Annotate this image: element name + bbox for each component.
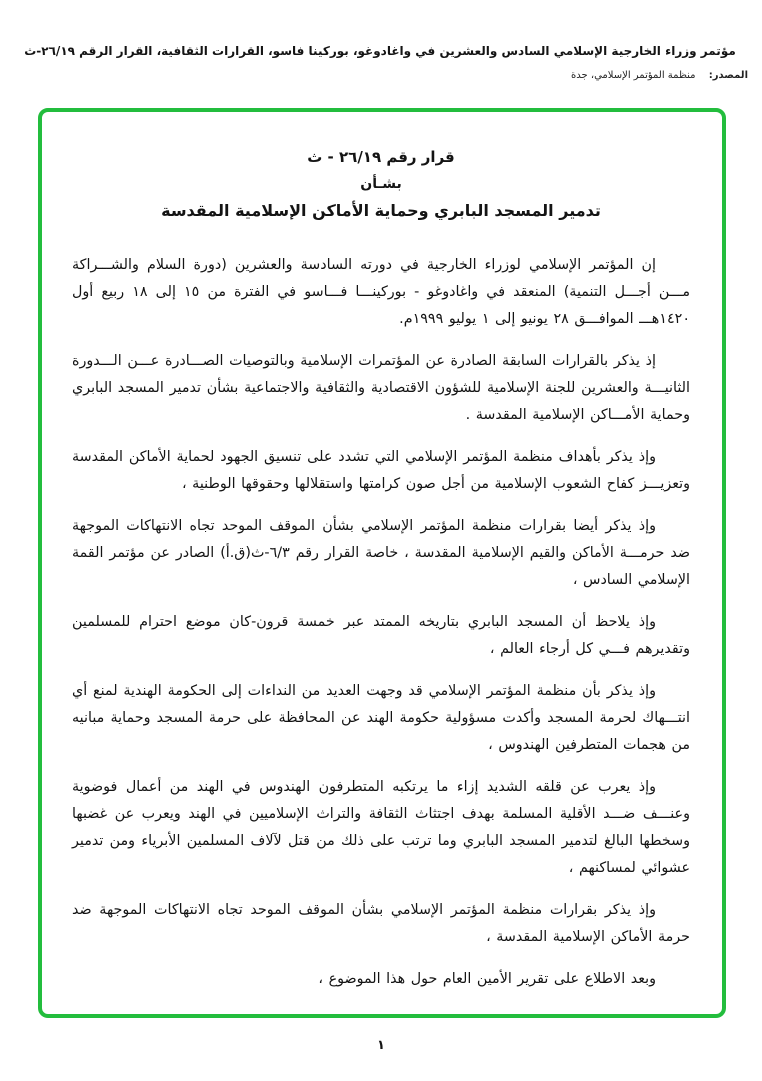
body-paragraph: إن المؤتمر الإسلامي لوزراء الخارجية في دورته السادسة والعشرين (دورة السلام والشـــراكة مـــن أجـــل التنمية) المنعقد في واغادوغو - بوركينـــا فـــاسو في الفترة من ١٥ إلى ١٨ ربيع أول ١٤٢٠هـــ الموافـــق ٢٨ يونيو إلى ١ يوليو ١٩٩٩م. xyxy=(72,257,690,327)
body-paragraph: وإذ يعرب عن قلقه الشديد إزاء ما يرتكبه المتطرفون الهندوس في الهند من أعمال فوضوية وعنـــف ضـــد الأقلية المسلمة بهدف اجتثاث الثقافة والتراث الإسلاميين في الهند ويعرب عن غضبها وسخطها البالغ لتدمير المسجد البابري وما ترتب على ذلك من قتل لآلاف المسلمين الأبرياء ومن تدمير عشوائي لمساكنهم ، xyxy=(72,779,690,876)
body-paragraph: وإذ يذكر بأن منظمة المؤتمر الإسلامي قد وجهت العديد من النداءات إلى الحكومة الهندية لمنع أي انتـــهاك لحرمة المسجد وأكدت مسؤولية حكومة الهند عن المحافظة على حرمة المسجد وحماية مبانيه من هجمات المتطرفين الهندوس ، xyxy=(72,683,690,753)
resolution-number-title: قرار رقم ٢٦/١٩ - ث xyxy=(307,148,455,166)
source-value: منظمة المؤتمر الإسلامي، جدة xyxy=(571,70,696,81)
body-paragraph: وإذ يذكر بأهداف منظمة المؤتمر الإسلامي التي تشدد على تنسيق الجهود لحماية الأماكن المقدسة وتعزيـــز كفاح الشعوب الإسلامية من أجل صون كرامتها واستقلالها وحقوقها الوطنية ، xyxy=(72,449,690,492)
source-label: المصدر: xyxy=(708,70,748,81)
document-header-line: مؤتمر وزراء الخارجية الإسلامي السادس والعشرين في واغادوغو، بوركينا فاسو، القرارات الثقافية، القرار الرقم ٢٦/١٩-ث xyxy=(24,44,736,58)
resolution-subject: تدمير المسجد البابري وحماية الأماكن الإسلامية المقدسة xyxy=(161,201,601,220)
body-paragraph: إذ يذكر بالقرارات السابقة الصادرة عن المؤتمرات الإسلامية وبالتوصيات الصـــادرة عـــن الـــدورة الثانيـــة والعشرين للجنة الإسلامية للشؤون الاقتصادية والثقافية والاجتماعية بشأن تدمير المسجد البابري وحماية الأمـــاكن الإسلامية المقدسة . xyxy=(72,353,690,423)
body-paragraph: وبعد الاطلاع على تقرير الأمين العام حول هذا الموضوع ، xyxy=(318,971,656,987)
body-paragraph: وإذ يذكر أيضا بقرارات منظمة المؤتمر الإسلامي بشأن الموقف الموحد تجاه الانتهاكات الموجهة ضد حرمـــة الأماكن والقيم الإسلامية المقدسة ، خاصة القرار رقم ٦/٣-ث(ق.أ) الصادر عن مؤتمر القمة الإسلامي السادس ، xyxy=(72,518,690,588)
resolution-frame xyxy=(38,108,726,1018)
concerning-label: بشـأن xyxy=(360,176,402,192)
body-paragraph: وإذ يذكر بقرارات منظمة المؤتمر الإسلامي بشأن الموقف الموحد تجاه الانتهاكات الموجهة ضد حرمة الأماكن الإسلامية المقدسة ، xyxy=(72,902,690,945)
resolution-body xyxy=(72,252,690,993)
body-paragraph: وإذ يلاحظ أن المسجد البابري بتاريخه الممتد عبر خمسة قرون-كان موضع احترام للمسلمين وتقديرهم فـــي كل أرجاء العالم ، xyxy=(72,614,690,657)
source-line xyxy=(571,70,748,81)
page-number: ١ xyxy=(377,1038,385,1053)
